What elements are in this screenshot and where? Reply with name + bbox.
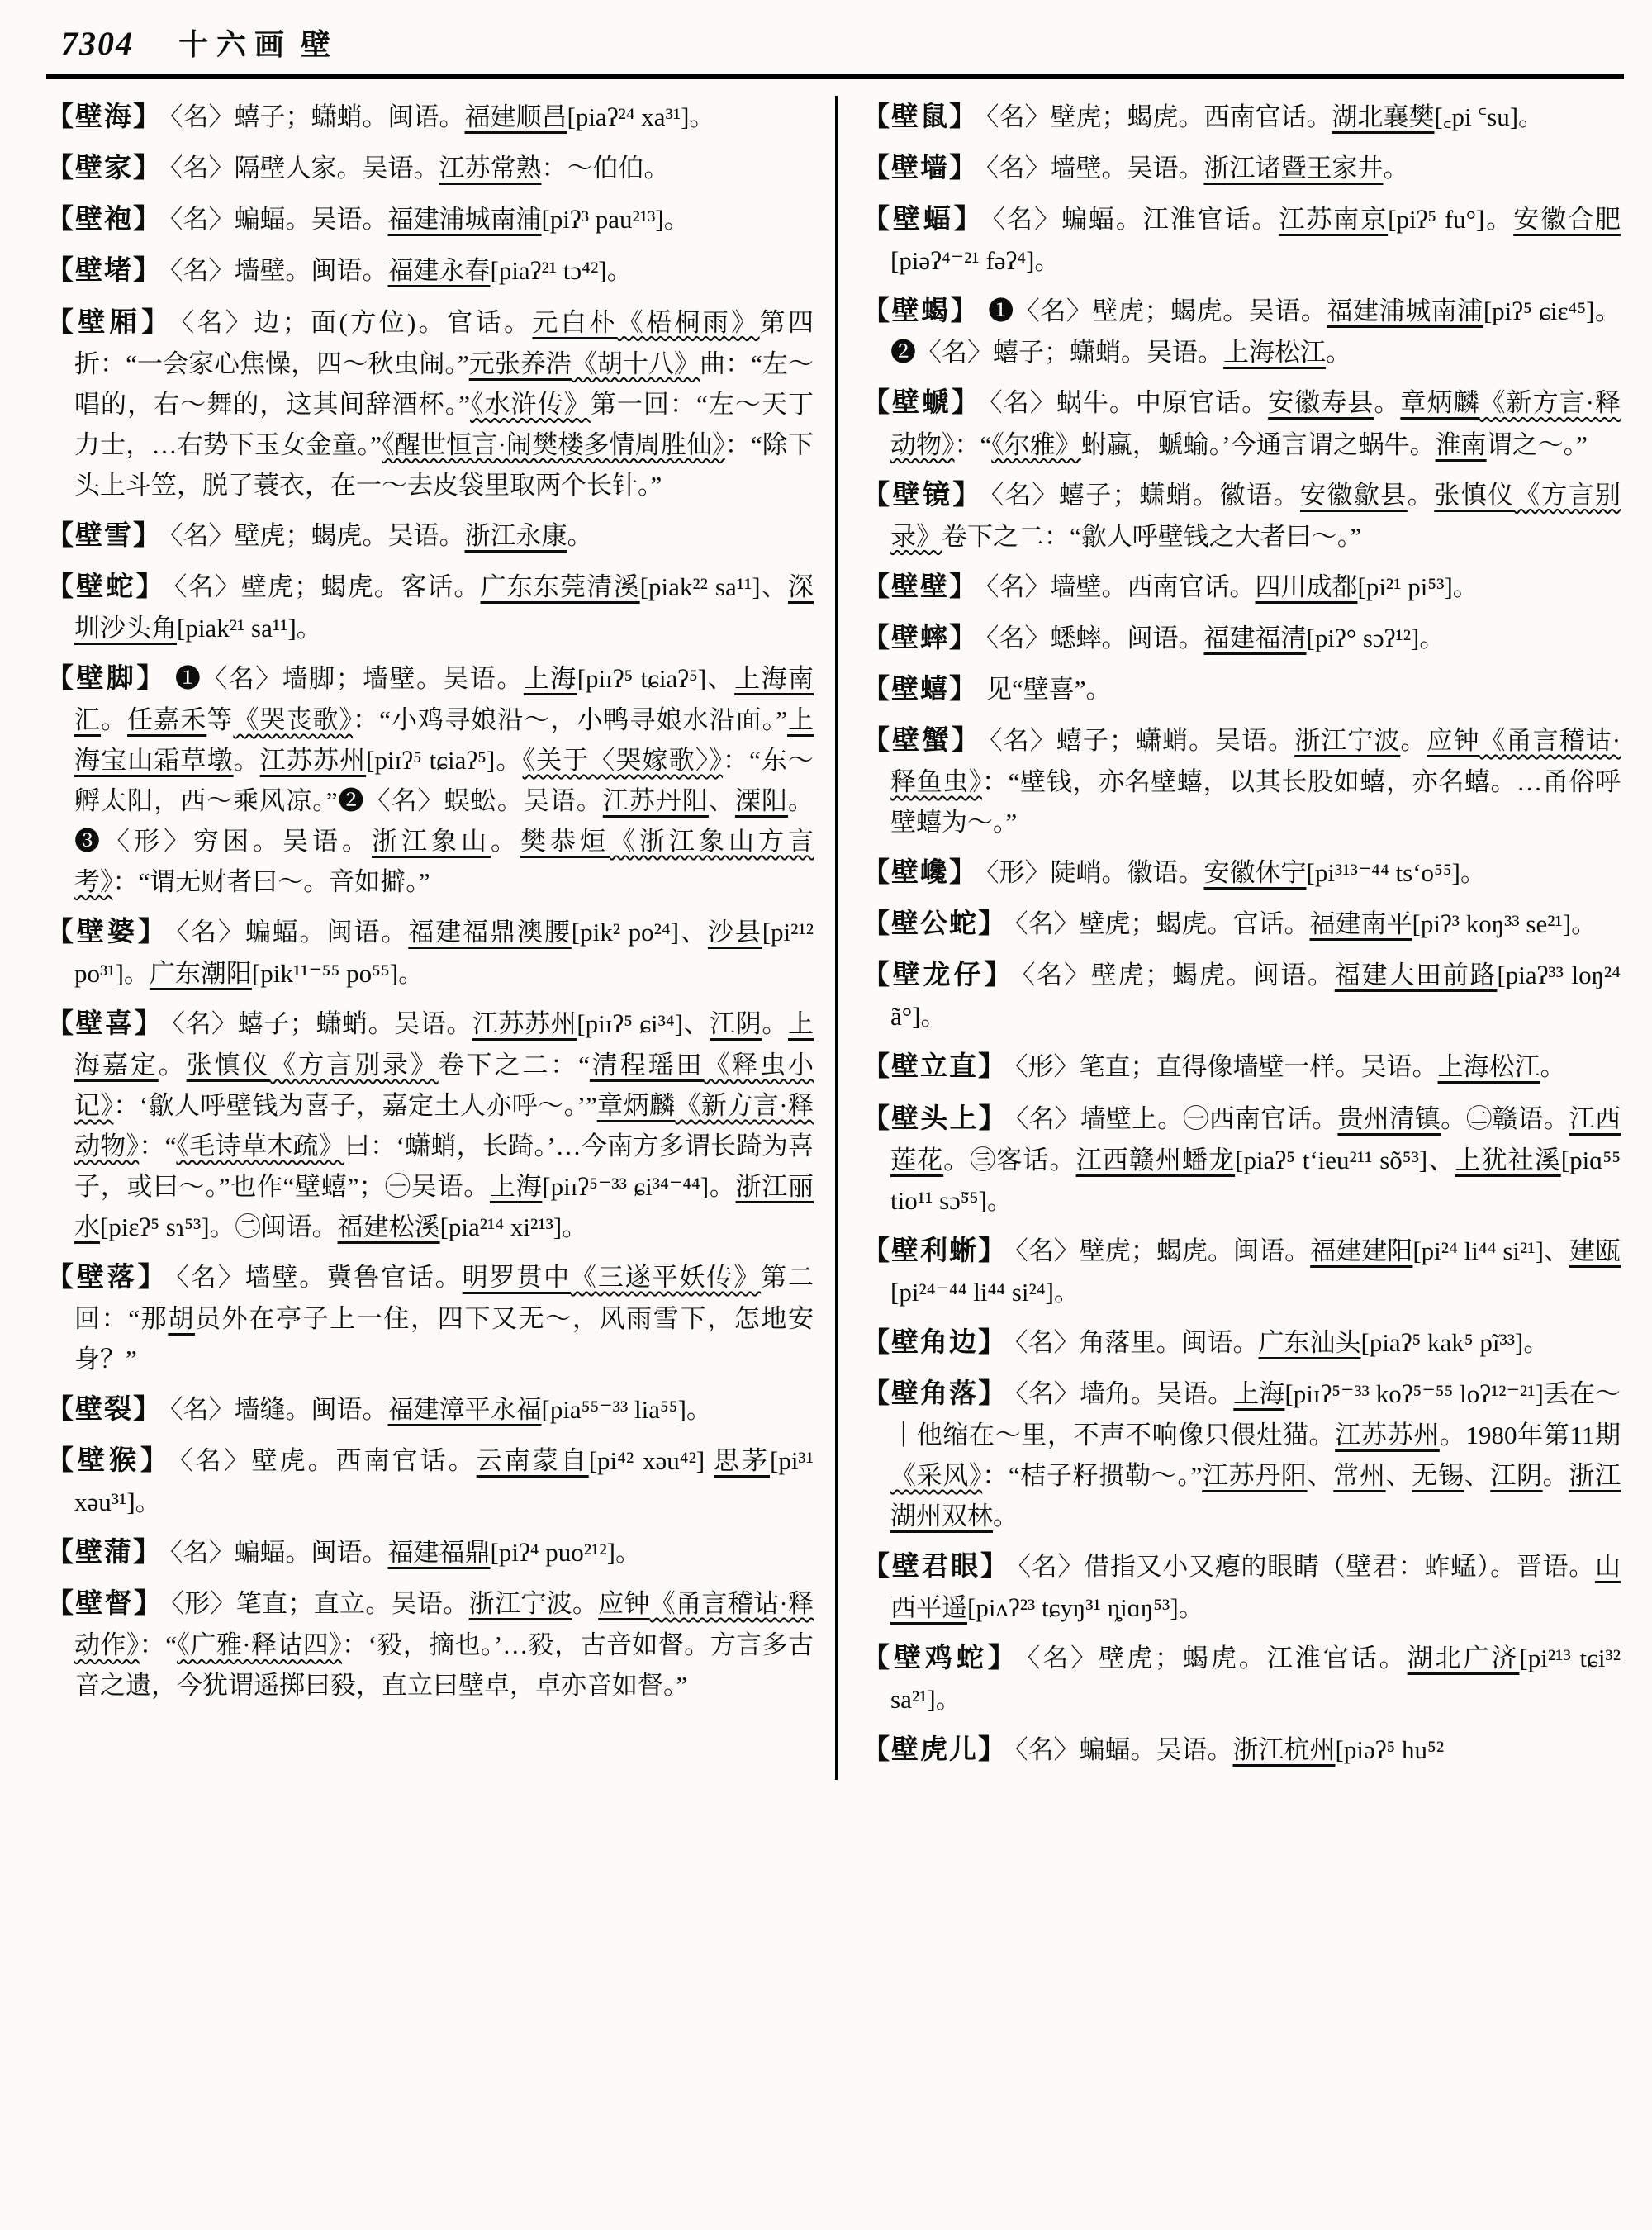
dictionary-entry — [46, 515, 814, 558]
dictionary-entry — [46, 566, 814, 649]
entry-body: 〈形〉笔直；直立。吴语。浙江宁波。应钟《甬言稽诂·释动作》：“《广雅·释诂四》：‘豛，摘也。’…豛，古音如督。方言多古音之遗，今犹谓遥掷曰豛，直立曰壁卓，卓亦音如督。” — [74, 1589, 814, 1701]
entry-headword: 【壁蟀】 — [862, 623, 978, 653]
dictionary-entry — [862, 382, 1621, 465]
entry-body: 见“壁喜”。 — [986, 674, 1112, 704]
dictionary-entry — [46, 301, 814, 506]
dictionary-entry — [862, 1373, 1621, 1537]
entry-body: 〈名〉壁虎；蝎虎。客话。广东东莞清溪[piak²² sa¹¹]、深圳沙头角[piak²¹ sa¹¹]。 — [74, 572, 814, 643]
dictionary-entry — [862, 1230, 1621, 1313]
dictionary-entry — [862, 617, 1621, 660]
entry-headword: 【壁立直】 — [862, 1052, 1007, 1083]
dictionary-entry — [862, 852, 1621, 894]
dictionary-entry — [46, 911, 814, 994]
entry-body: 〈名〉壁虎；蝎虎。吴语。浙江永康。 — [170, 520, 593, 550]
entry-headword: 【壁喜】 — [46, 1008, 164, 1039]
entry-headword: 【壁公蛇】 — [862, 909, 1007, 940]
entry-body: 〈名〉墙壁上。㊀西南官话。贵州清镇。㊁赣语。江西莲花。㊂客话。江西赣州蟠龙[piaʔ⁵ tʻieu²¹¹ sõ⁵³]、上犹社溪[piɑ⁵⁵ tio¹¹ sɔ̃⁵⁵]。 — [890, 1103, 1621, 1215]
entry-body: 〈名〉蟋蟀。闽语。福建福清[piʔ° sɔʔ¹²]。 — [986, 623, 1446, 652]
entry-headword: 【壁螔】 — [862, 388, 982, 419]
dictionary-entry — [46, 96, 814, 139]
entry-headword: 【壁头上】 — [862, 1103, 1008, 1134]
dictionary-entry — [862, 668, 1621, 711]
entry-headword: 【壁雪】 — [46, 520, 162, 551]
entry-headword: 【壁角落】 — [862, 1378, 1008, 1409]
entry-headword: 【壁墙】 — [862, 154, 978, 184]
entry-headword: 【壁龙仔】 — [862, 961, 1014, 991]
entry-headword: 【壁堵】 — [46, 256, 162, 287]
entry-body: 〈名〉蟢子；蟏蛸。吴语。浙江宁波。应钟《甬言稽诂·释鱼虫》：“壁钱，亦名壁蟢，以其长股如蟢，亦名蟢。…甬俗呼壁蟢为～。” — [890, 726, 1621, 837]
page-header — [46, 15, 1624, 72]
entry-headword: 【壁角边】 — [862, 1327, 1007, 1358]
entry-headword: 【壁猴】 — [46, 1445, 173, 1476]
dictionary-body — [46, 96, 1624, 1780]
entry-body: 〈名〉借指又小又瘪的眼睛（壁君：蚱蜢）。晋语。山西平遥[piʌʔ²³ tɕyŋ³¹ ȵiɑŋ⁵³]。 — [890, 1551, 1621, 1622]
entry-headword: 【壁裂】 — [46, 1394, 162, 1425]
entry-headword: 【壁蟢】 — [862, 674, 978, 705]
dictionary-entry — [46, 249, 814, 292]
entry-body: 〈名〉壁虎；蝎虎。官话。福建南平[piʔ³ koŋ³³ se²¹]。 — [1015, 909, 1597, 939]
dictionary-entry — [46, 198, 814, 241]
entry-headword: 【壁蟹】 — [862, 726, 982, 756]
entry-body: 〈形〉陡峭。徽语。安徽休宁[pi³¹³⁻⁴⁴ tsʻo⁵⁵]。 — [986, 858, 1486, 888]
entry-headword: 【壁蝠】 — [862, 205, 985, 235]
dictionary-entry — [862, 954, 1621, 1037]
entry-headword: 【壁家】 — [46, 154, 162, 184]
dictionary-entry — [862, 1321, 1621, 1364]
entry-body: 〈形〉笔直；直得像墙壁一样。吴语。上海松江。 — [1015, 1052, 1566, 1082]
dictionary-entry — [862, 1046, 1621, 1089]
dictionary-entry — [862, 1729, 1621, 1772]
entry-body: ❶〈名〉墙脚；墙壁。吴语。上海[piɪʔ⁵ tɕiaʔ⁵]、上海南汇。任嘉禾等《哭丧歌》：“小鸡寻娘沿～，小鸭寻娘水沿面。”上海宝山霜草墩。江苏苏州[piɪʔ⁵ tɕiaʔ⁵]。《关于〈哭嫁歌〉》：“东～孵太阳，西～乘风凉。”❷〈名〉蜈蚣。吴语。江苏丹阳、溧阳。❸〈形〉穷困。吴语。浙江象山。樊恭烜《浙江象山方言考》：“谓无财者曰～。音如擗。” — [74, 663, 814, 896]
stroke-section-label: 十六画 — [178, 28, 293, 61]
entry-headword: 【壁督】 — [46, 1589, 164, 1620]
entry-body: 〈名〉墙壁。吴语。浙江诸暨王家井。 — [986, 154, 1409, 183]
entry-body: 〈名〉蟢子；蟏蛸。闽语。福建顺昌[piaʔ²⁴ xa³¹]。 — [170, 102, 715, 131]
header-rule — [46, 74, 1624, 79]
entry-body: ❶〈名〉壁虎；蝎虎。吴语。福建浦城南浦[piʔ⁵ ɕiɛ⁴⁵]。❷〈名〉蟢子；蟏蛸。吴语。上海松江。 — [890, 297, 1621, 368]
dictionary-entry — [46, 147, 814, 190]
dictionary-entry — [46, 657, 814, 903]
dictionary-entry — [862, 903, 1621, 946]
dictionary-entry — [862, 198, 1621, 282]
entry-headword: 【壁鼠】 — [862, 102, 978, 132]
entry-headword: 【壁袍】 — [46, 205, 162, 235]
entry-body: 〈名〉墙壁。冀鲁官话。明罗贯中《三遂平妖传》第二回：“那胡员外在亭子上一住，四下又无～，风雨雪下，怎地安身？” — [74, 1262, 814, 1374]
radical-headword: 壁 — [301, 28, 331, 61]
entry-headword: 【壁厢】 — [46, 307, 173, 338]
dictionary-entry — [46, 1440, 814, 1523]
entry-headword: 【壁蛇】 — [46, 572, 166, 602]
entry-body: 〈名〉蟢子；蟏蛸。徽语。安徽歙县。张慎仪《方言别录》卷下之二：“歙人呼壁钱之大者曰～。” — [890, 480, 1621, 551]
entry-headword: 【壁虎儿】 — [862, 1735, 1007, 1766]
dictionary-entry — [862, 290, 1621, 373]
dictionary-entry — [862, 1098, 1621, 1222]
dictionary-entry — [862, 474, 1621, 558]
dictionary-entry — [46, 1388, 814, 1431]
entry-headword: 【壁巉】 — [862, 858, 978, 889]
dictionary-entry — [862, 566, 1621, 609]
dictionary-entry — [46, 1003, 814, 1248]
entry-body: 〈名〉墙角。吴语。上海[piɪʔ⁵⁻³³ koʔ⁵⁻⁵⁵ loʔ¹²⁻²¹]丢在～｜他缩在～里，不声不响像只偎灶猫。江苏苏州。1980年第11期《采风》：“桔子籽掼勒～。”江苏丹阳、常州、无锡、江阴。浙江湖州双林。 — [890, 1378, 1621, 1530]
entry-headword: 【壁婆】 — [46, 917, 169, 947]
entry-headword: 【壁海】 — [46, 102, 162, 132]
entry-headword: 【壁落】 — [46, 1262, 169, 1293]
entry-headword: 【壁利蜥】 — [862, 1236, 1008, 1266]
entry-body: 〈名〉隔壁人家。吴语。江苏常熟：～伯伯。 — [170, 154, 670, 183]
entry-body: 〈名〉蝙蝠。吴语。福建浦城南浦[piʔ³ pau²¹³]。 — [170, 205, 690, 235]
dictionary-entry — [862, 1637, 1621, 1720]
entry-headword: 【壁镜】 — [862, 480, 983, 510]
entry-body: 〈名〉角落里。闽语。广东汕头[piaʔ⁵ kak⁵ pĩ³³]。 — [1015, 1327, 1550, 1357]
entry-body: 〈名〉壁虎；蝎虎。闽语。福建建阳[pi²⁴ li⁴⁴ si²¹]、建瓯[pi²⁴⁻⁴⁴ li⁴⁴ si²⁴]。 — [890, 1236, 1621, 1307]
entry-body: 〈名〉蝙蝠。吴语。浙江杭州[piəʔ⁵ hu⁵² — [1015, 1735, 1445, 1765]
dictionary-entry — [46, 1256, 814, 1380]
entry-body: 〈名〉壁虎；蝎虎。闽语。福建大田前路[piaʔ³³ loŋ²⁴ ã°]。 — [890, 961, 1621, 1032]
dictionary-entry — [862, 719, 1621, 843]
entry-body: 〈名〉壁虎；蝎虎。西南官话。湖北襄樊[꜀pi ꜂su]。 — [986, 102, 1545, 131]
entry-headword: 【壁壁】 — [862, 572, 978, 602]
entry-headword: 【壁脚】 — [46, 663, 167, 694]
dictionary-entry — [46, 1531, 814, 1574]
entry-body: 〈名〉墙壁。闽语。福建永春[piaʔ²¹ tɔ⁴²]。 — [170, 256, 633, 286]
dictionary-entry — [862, 1545, 1621, 1629]
entry-body: 〈名〉墙壁。西南官话。四川成都[pi²¹ pi⁵³]。 — [986, 572, 1479, 601]
left-column — [46, 96, 835, 1780]
entry-body: 〈名〉蝙蝠。闽语。福建福鼎[piʔ⁴ puo²¹²]。 — [170, 1538, 641, 1568]
entry-body: 〈名〉蝙蝠。闽语。福建福鼎澳腰[pik² po²⁴]、沙县[pi²¹² po³¹]。广东潮阳[pik¹¹⁻⁵⁵ po⁵⁵]。 — [74, 917, 814, 988]
entry-headword: 【壁蝎】 — [862, 297, 980, 327]
entry-body: 〈名〉蝙蝠。江淮官话。江苏南京[piʔ⁵ fu°]。安徽合肥[piəʔ⁴⁻²¹ fəʔ⁴]。 — [890, 205, 1621, 276]
entry-body: 〈名〉壁虎；蝎虎。江淮官话。湖北广济[pi²¹³ tɕi³² sa²¹]。 — [890, 1643, 1621, 1715]
entry-body: 〈名〉蜗牛。中原官话。安徽寿县。章炳麟《新方言·释动物》：“《尔雅》蚹蠃，螔蝓。’今通言谓之蜗牛。淮南谓之～。” — [890, 388, 1621, 459]
dictionary-entry — [862, 96, 1621, 139]
entry-headword: 【壁君眼】 — [862, 1551, 1010, 1582]
page-number: 7304 — [61, 25, 134, 62]
entry-headword: 【壁鸡蛇】 — [862, 1643, 1019, 1673]
entry-body: 〈名〉墙缝。闽语。福建漳平永福[pia⁵⁵⁻³³ lia⁵⁵]。 — [170, 1394, 712, 1424]
entry-body: 〈名〉边；面(方位)。官话。元白朴《梧桐雨》第四折：“一会家心焦懆，四～秋虫闹。”元张养浩《胡十八》曲：“左～唱的，右～舞的，这其间辞酒杯。”《水浒传》第一回：“左～天丁力士，…右势下玉女金童。”《醒世恒言·闹樊楼多情周胜仙》：“除下头上斗笠，脱了蓑衣，在一～去皮袋里取两个长针。” — [74, 307, 814, 500]
entry-body: 〈名〉壁虎。西南官话。云南蒙自[pi⁴² xəu⁴²] 思茅[pi³¹ xəu³¹]。 — [74, 1445, 814, 1517]
entry-headword: 【壁蒲】 — [46, 1538, 162, 1568]
dictionary-entry — [862, 147, 1621, 190]
dictionary-entry — [46, 1582, 814, 1706]
right-column — [835, 96, 1624, 1780]
entry-body: 〈名〉蟢子；蟏蛸。吴语。江苏苏州[piɪʔ⁵ ɕi³⁴]、江阴。上海嘉定。张慎仪《方言别录》卷下之二：“清程瑶田《释虫小记》：‘歙人呼壁钱为喜子，嘉定土人亦呼～。’”章炳麟《新方言·释动物》：“《毛诗草木疏》曰：‘蟏蛸，长踦。’…今南方多谓长踦为喜子，或曰～。”也作“壁蟢”；㊀吴语。上海[piɪʔ⁵⁻³³ ɕi³⁴⁻⁴⁴]。浙江丽水[piɛʔ⁵ sɿ⁵³]。㊁闽语。福建松溪[pia²¹⁴ xi²¹³]。 — [74, 1008, 814, 1241]
